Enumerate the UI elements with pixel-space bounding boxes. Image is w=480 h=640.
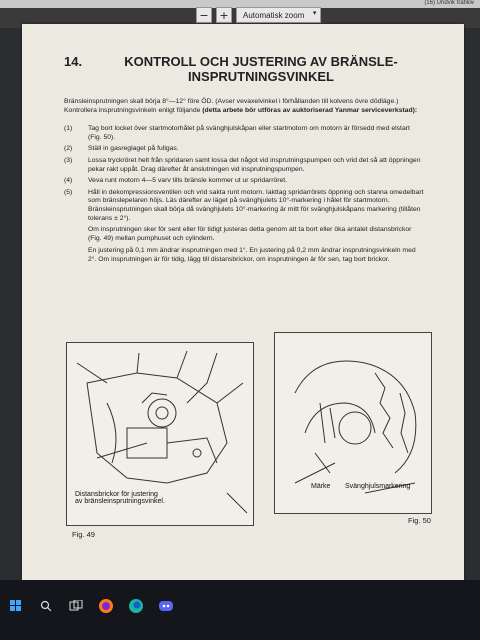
figure-49-caption: Fig. 49 <box>72 530 95 539</box>
intro-paragraph <box>64 98 424 115</box>
intro-bold-text: (detta arbete bör utföras av auktoriserad Yanmar serviceverkstad): <box>202 106 418 114</box>
step-text: Tag bort locket över startmotorhålet på svänghjulskåpan eller startmotorn om motorn är försedd med elstart (Fig. 50). <box>88 125 410 141</box>
firefox-icon[interactable] <box>98 598 114 614</box>
zoom-out-button[interactable]: − <box>196 7 212 23</box>
step-text: Ställ in gasreglaget på fullgas. <box>88 145 179 153</box>
step-text: Håll in dekompressionsventilen och vrid sakta runt motorn. Iakttag spridarrörets öppning och stanna omedelbart som bränslepelaren höjs. Läs därefter av läget på svänghjulets 10°-markering i hålet för startmotorn. Bränsleinsprutningen skall börja då svänghjulets 10°-markering är mitt för svänghjulskåpans markering (tillåten tolerans ± 2°). <box>88 188 424 222</box>
zoom-in-button[interactable]: + <box>216 7 232 23</box>
figure-50-caption: Fig. 50 <box>408 516 431 525</box>
step-number: (5) <box>64 188 73 196</box>
steps-list <box>64 125 424 223</box>
figure-50-flywheel-label: Svänghjulsmarkering <box>345 483 411 490</box>
step-text: Veva runt motorn 4—5 varv tills bränsle kommer ut ur spridarröret. <box>88 177 288 185</box>
taskview-icon[interactable] <box>68 598 84 614</box>
step-item <box>64 189 424 223</box>
section-title-line2: INSPRUTNINGSVINKEL <box>188 69 334 84</box>
search-icon[interactable] <box>38 598 54 614</box>
intro-text: Bränsleinsprutningen skall börja 8°—12° före ÖD. (Avser vevaxelvinkel i förhållanden till kolvens övre dödläge.) Kontrollera insprutningsvinkeln enligt följande <box>64 98 399 114</box>
zoom-select-value: Automatisk zoom <box>243 10 305 20</box>
tab-label[interactable]: (16) Undvik trafikw <box>424 0 474 6</box>
tab-strip-right[interactable] <box>424 0 474 6</box>
step-number: (1) <box>64 125 73 133</box>
figure-49 <box>66 342 254 526</box>
step-number: (4) <box>64 177 73 185</box>
section-title <box>98 54 424 84</box>
pdf-page <box>22 24 464 580</box>
windows-icon[interactable] <box>8 598 24 614</box>
step-text: Lossa tryckröret helt från spridaren samt lossa det något vid insprutningspumpen och vrid det så att öppningen pekar rakt uppåt. Drag därefter åt anslutningen vid insprutningspumpen. <box>88 156 421 173</box>
step-number: (3) <box>64 156 73 164</box>
page-content <box>64 54 424 265</box>
discord-icon[interactable] <box>158 598 174 614</box>
step-item <box>64 125 424 142</box>
adjustment-paragraph: Om insprutningen sker för sent eller för tidigt justeras detta genom att ta bort eller öka antalet distansbrickor (Fig. 49) mellan pumphuset och cylindern. <box>88 226 412 242</box>
edge-icon[interactable] <box>128 598 144 614</box>
step-item <box>64 157 424 174</box>
section-number: 14. <box>64 54 83 69</box>
taskbar-icons <box>0 596 174 616</box>
figure-49-label-line2: av bränsleinsprutningsvinkel. <box>75 498 165 505</box>
adjustment-rule-paragraph: En justering på 0,1 mm ändrar insprutningen med 1°. En justering på 0,2 mm ändrar insprutningsvinkeln med 2°. Om insprutningen är för tidig, lägg till distansbrickor, om insprutningen är för sen, tag bort brickor. <box>88 247 416 263</box>
section-title-line1: KONTROLL OCH JUSTERING AV BRÄNSLE- <box>124 54 398 69</box>
step-item <box>64 177 424 186</box>
pdf-zoom-toolbar <box>196 7 321 23</box>
figure-50 <box>274 332 432 514</box>
figure-50-mark-label: Märke <box>311 483 331 490</box>
step-number: (2) <box>64 145 73 153</box>
figure-49-label-line1: Distansbrickor för justering <box>75 491 158 498</box>
step-item <box>64 145 424 154</box>
zoom-select[interactable] <box>236 7 321 23</box>
chevron-down-icon: ▾ <box>312 10 317 17</box>
figure-49-label <box>75 491 165 505</box>
section-heading <box>64 54 424 84</box>
